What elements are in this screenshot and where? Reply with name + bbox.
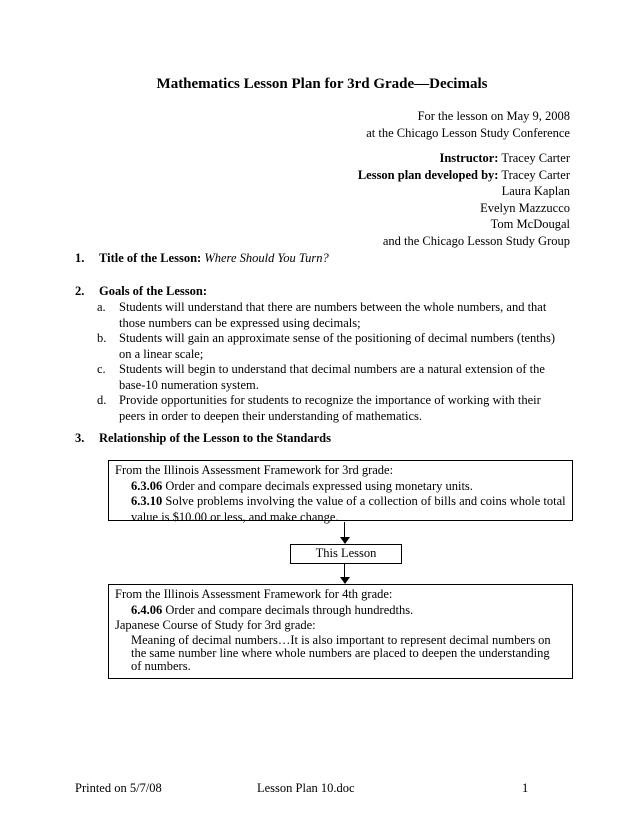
developed-label: Lesson plan developed by: (357, 167, 499, 182)
goal-text: Students will begin to understand that decimal numbers are a natural extension of the base-10 numeration system. (119, 362, 545, 392)
section-3 (75, 431, 331, 446)
standard-text: Order and compare decimals through hundredths. (165, 602, 414, 617)
grade3-standards-box (108, 460, 573, 524)
goal-letter: c. (97, 362, 106, 376)
footer-printed: Printed on 5/7/08 (75, 781, 162, 795)
box-heading: From the Illinois Assessment Framework for 3rd grade: (115, 463, 394, 477)
developer-name: Tom McDougal (490, 217, 570, 231)
section-label: Title of the Lesson: (99, 251, 202, 265)
developer-name: Evelyn Mazzucco (480, 200, 570, 215)
standard-code: 6.3.10 (131, 494, 163, 508)
this-lesson-box: This Lesson (290, 544, 402, 564)
box-heading: From the Illinois Assessment Framework for 4th grade: (115, 587, 393, 601)
goal-text: Students will gain an approximate sense of the positioning of decimal numbers (tenths) on a linear scale; (119, 331, 556, 361)
conference-line: at the Chicago Lesson Study Conference (366, 125, 570, 140)
goal-letter: b. (97, 331, 107, 345)
developed-line (358, 167, 570, 184)
goal-text: Provide opportunities for students to recognize the importance of working with their peers in order to deepen their understanding of mathematics. (119, 393, 541, 423)
goal-item (97, 393, 567, 424)
goal-item (97, 300, 567, 331)
goal-letter: d. (97, 393, 107, 407)
section-number: 2. (75, 284, 85, 298)
standard-text: Order and compare decimals expressed using monetary units. (165, 478, 473, 493)
instructor-name: Tracey Carter (501, 151, 570, 165)
credits-block (358, 150, 570, 249)
lesson-title: Where Should You Turn? (204, 251, 329, 265)
standard-code: 6.3.06 (131, 478, 163, 493)
down-arrow-icon (340, 563, 350, 584)
goal-item (97, 362, 567, 393)
instructor-line (358, 150, 570, 167)
japanese-heading: Japanese Course of Study for 3rd grade: (115, 618, 316, 632)
goals-list (97, 300, 567, 424)
goal-item (97, 331, 567, 362)
standard-code: 6.4.06 (131, 602, 163, 617)
standard-item (115, 494, 566, 525)
grade4-standards-box (108, 584, 573, 679)
section-label: Goals of the Lesson: (99, 284, 207, 298)
section-1 (75, 251, 329, 266)
japanese-text: Meaning of decimal numbers…It is also important to represent decimal numbers on the same number line where whole numbers are placed to deepen the understanding of numbers. (131, 632, 551, 673)
lesson-date-line: For the lesson on May 9, 2008 (417, 109, 570, 123)
section-number: 3. (75, 431, 85, 445)
developer-name: Laura Kaplan (501, 184, 570, 198)
standard-item (115, 479, 566, 495)
goal-text: Students will understand that there are numbers between the whole numbers, and that those numbers can be expressed using decimals; (119, 300, 547, 330)
developer-name: Tracey Carter (501, 167, 570, 182)
standard-text: Solve problems involving the value of a collection of bills and coins whole total value is $10.00 or less, and make change. (131, 494, 566, 524)
footer-filename: Lesson Plan 10.doc (257, 781, 355, 795)
footer-page-number: 1 (522, 781, 529, 795)
section-2 (75, 284, 207, 299)
goal-letter: a. (97, 300, 106, 314)
down-arrow-icon (340, 522, 350, 544)
lesson-info (366, 108, 570, 141)
document-title: Mathematics Lesson Plan for 3rd Grade—Decimals (156, 76, 488, 92)
instructor-label: Instructor: (439, 151, 499, 165)
section-number: 1. (75, 251, 85, 265)
developer-name: and the Chicago Lesson Study Group (382, 233, 570, 248)
standard-item (115, 603, 566, 619)
section-label: Relationship of the Lesson to the Standards (99, 431, 331, 445)
